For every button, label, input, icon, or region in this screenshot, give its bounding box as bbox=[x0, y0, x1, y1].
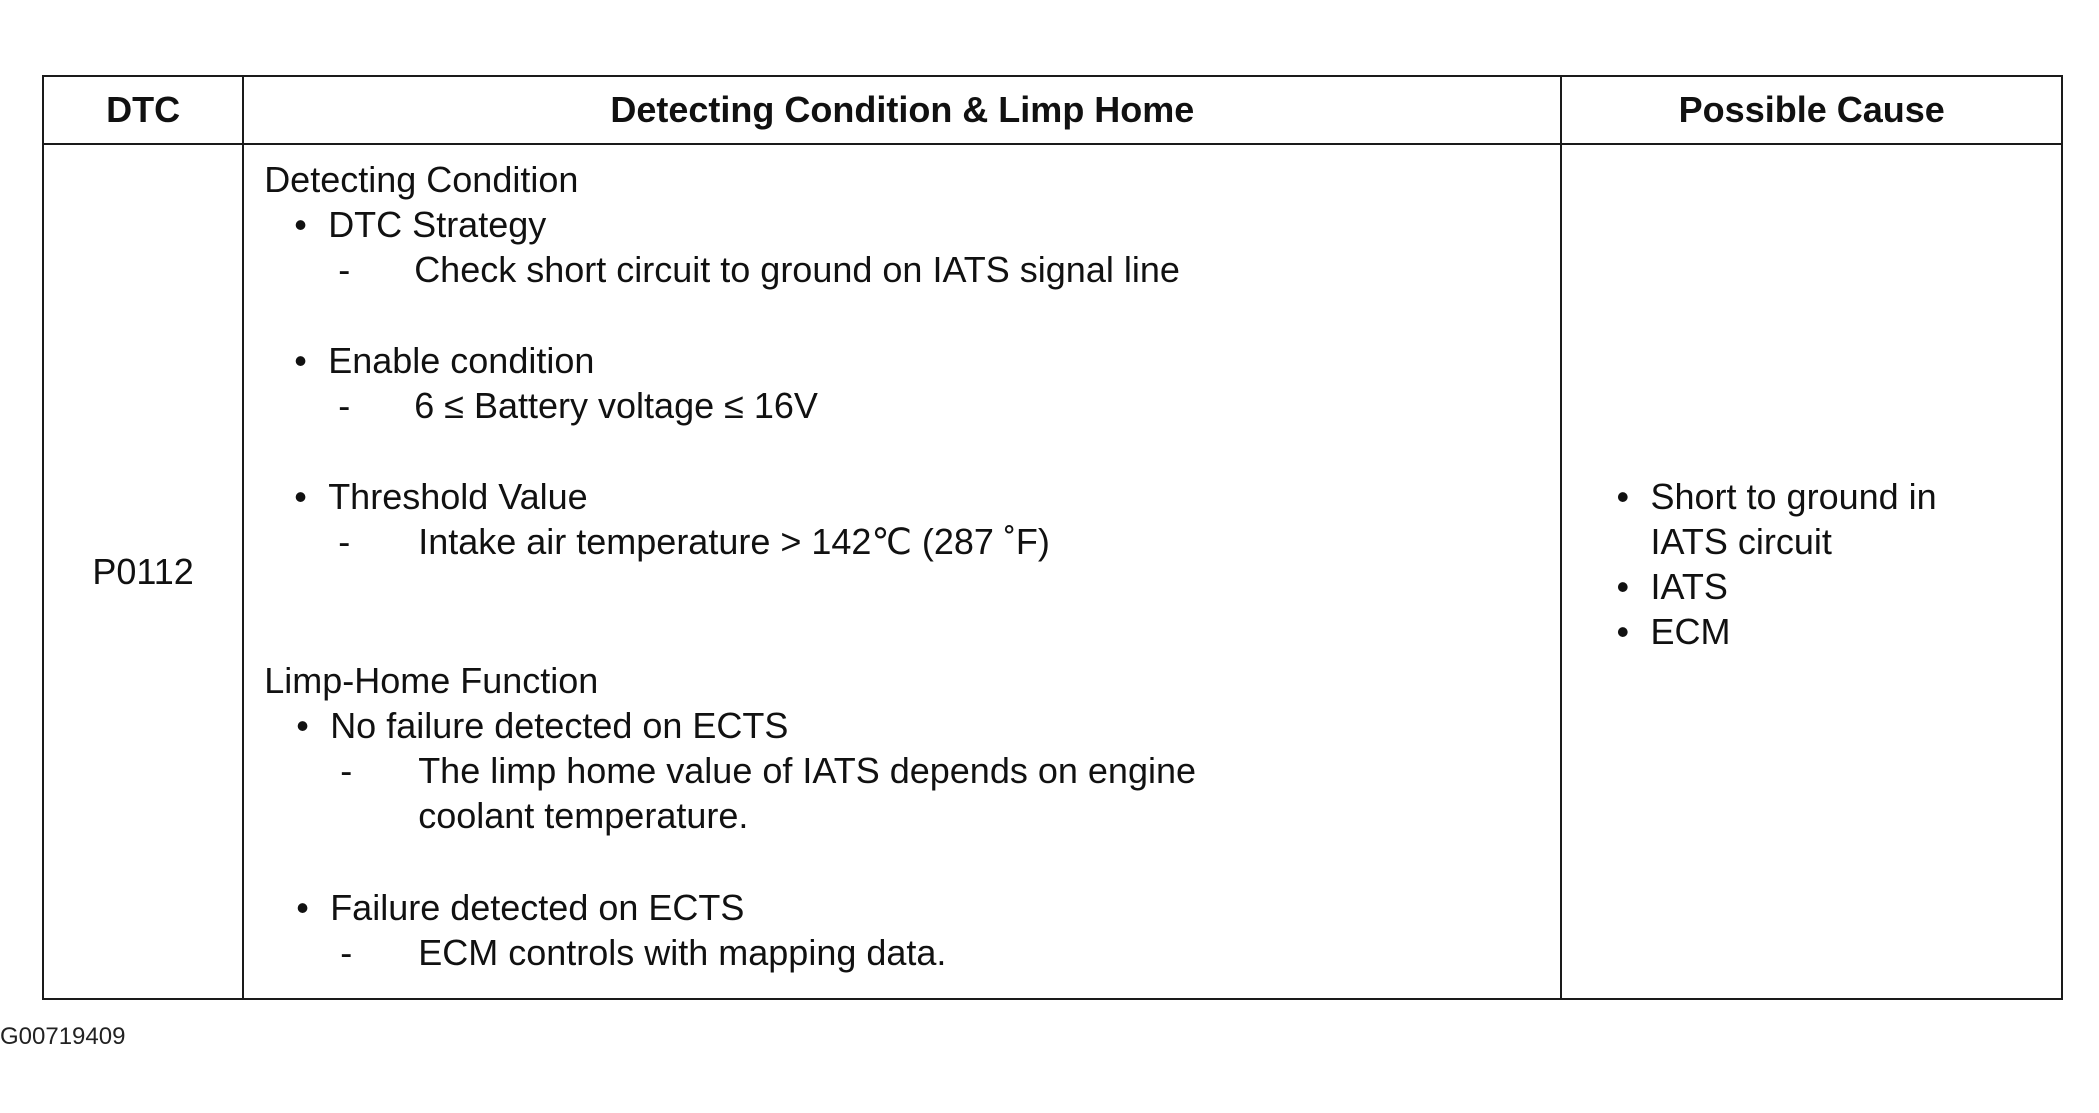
dtc-table bbox=[42, 75, 2063, 1000]
bullet-icon: • bbox=[1616, 476, 1630, 517]
bullet-icon: • bbox=[1616, 566, 1630, 607]
header-cause: Possible Cause bbox=[1561, 76, 2062, 144]
detecting-condition-heading: Detecting Condition bbox=[264, 159, 579, 200]
enable-detail: 6 ≤ Battery voltage ≤ 16V bbox=[414, 385, 818, 426]
cause-item bbox=[1616, 474, 1936, 520]
enable-item bbox=[294, 338, 594, 384]
threshold-item bbox=[294, 474, 588, 520]
header-row bbox=[43, 76, 2062, 144]
table-row bbox=[43, 144, 2062, 999]
no-failure-detail-line2: coolant temperature. bbox=[418, 795, 749, 836]
threshold-detail: Intake air temperature > 142℃ (287 ˚F) bbox=[418, 521, 1050, 562]
bullet-icon: • bbox=[1616, 611, 1630, 652]
failure-label: Failure detected on ECTS bbox=[330, 887, 745, 928]
failure-item bbox=[296, 885, 744, 931]
no-failure-label: No failure detected on ECTS bbox=[330, 705, 789, 746]
bullet-icon: • bbox=[294, 340, 307, 381]
enable-dash: - bbox=[338, 385, 351, 426]
dtc-code: P0112 bbox=[43, 144, 243, 999]
cause-2: IATS bbox=[1650, 566, 1728, 607]
bullet-icon: • bbox=[296, 705, 309, 746]
strategy-item bbox=[294, 202, 546, 248]
enable-label: Enable condition bbox=[328, 340, 595, 381]
strategy-detail: Check short circuit to ground on IATS signal line bbox=[414, 249, 1180, 290]
figure-id: G00719409 bbox=[0, 1023, 126, 1050]
bullet-icon: • bbox=[296, 887, 309, 928]
threshold-dash: - bbox=[338, 521, 351, 562]
cause-item bbox=[1616, 609, 1730, 655]
limp-home-heading: Limp-Home Function bbox=[264, 660, 599, 701]
cause-3: ECM bbox=[1650, 611, 1731, 652]
failure-dash: - bbox=[340, 932, 353, 973]
cause-1-line2: IATS circuit bbox=[1650, 521, 1832, 562]
no-failure-dash: - bbox=[340, 750, 353, 791]
cause-item bbox=[1616, 564, 1727, 610]
strategy-dash: - bbox=[338, 249, 351, 290]
threshold-label: Threshold Value bbox=[328, 476, 588, 517]
condition-cell bbox=[243, 144, 1561, 999]
bullet-icon: • bbox=[294, 204, 307, 245]
failure-detail: ECM controls with mapping data. bbox=[418, 932, 947, 973]
no-failure-item bbox=[296, 703, 788, 749]
no-failure-detail-line1: The limp home value of IATS depends on engine bbox=[418, 750, 1197, 791]
cause-cell bbox=[1561, 144, 2062, 999]
header-dtc: DTC bbox=[43, 76, 243, 144]
cause-1-line1: Short to ground in bbox=[1650, 476, 1937, 517]
header-condition: Detecting Condition & Limp Home bbox=[243, 76, 1561, 144]
strategy-label: DTC Strategy bbox=[328, 204, 547, 245]
bullet-icon: • bbox=[294, 476, 307, 517]
